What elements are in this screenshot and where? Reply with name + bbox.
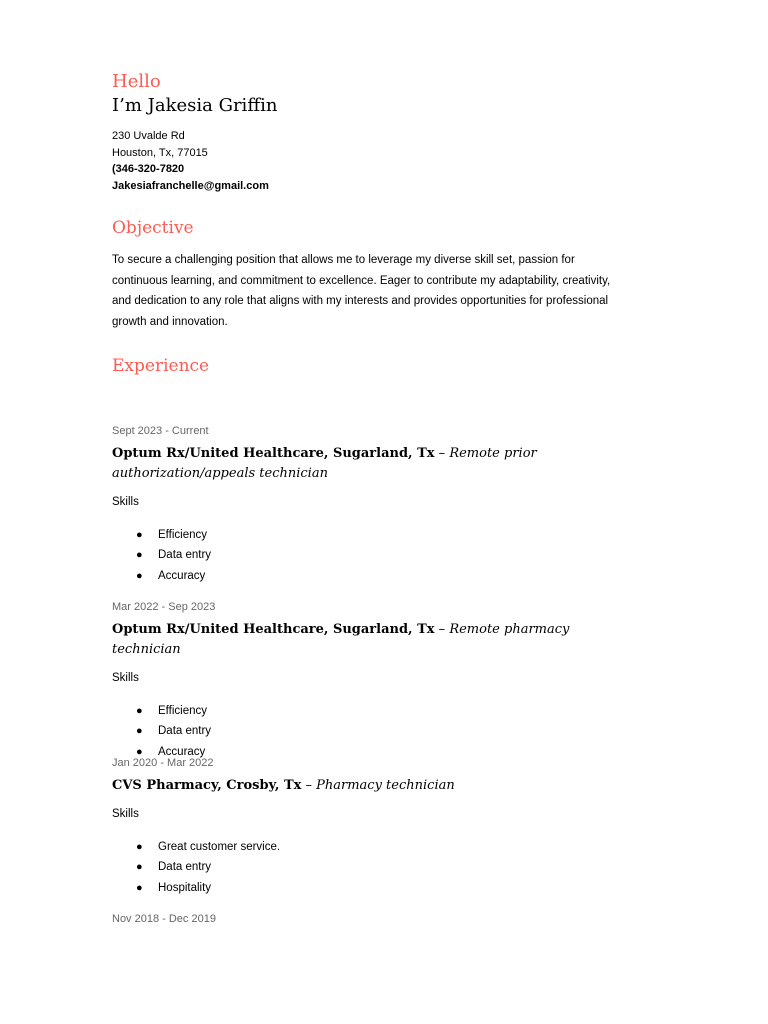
bullet-icon: ● (136, 569, 143, 582)
contact-street: 230 Uvalde Rd (112, 130, 185, 142)
objective-line: continuous learning, and commitment to excellence. Eager to contribute my adaptability, creativity, (112, 274, 611, 287)
greeting-heading: Hello (112, 71, 161, 92)
job-separator: – (301, 778, 317, 793)
skills-list (112, 525, 672, 586)
job-company: Optum Rx/United Healthcare, Sugarland, Tx (112, 446, 435, 461)
skill-text: Data entry (158, 549, 212, 562)
skills-list (112, 701, 672, 762)
job-role: Pharmacy technician (316, 778, 455, 793)
experience-heading: Experience (112, 356, 210, 376)
skills-label: Skills (112, 808, 139, 820)
bullet-icon: ● (136, 881, 143, 894)
skill-text: Data entry (158, 725, 212, 738)
bullet-icon: ● (136, 529, 143, 541)
skill-item (112, 857, 672, 877)
objective-line: growth and innovation. (112, 316, 228, 329)
job-dates: Jan 2020 - Mar 2022 (112, 757, 214, 769)
skill-text: Efficiency (158, 529, 208, 541)
contact-city: Houston, Tx, 77015 (112, 146, 208, 159)
skill-item (112, 545, 672, 565)
bullet-icon: ● (136, 841, 143, 853)
skills-label: Skills (112, 672, 139, 684)
bullet-icon: ● (136, 549, 143, 562)
job-company: Optum Rx/United Healthcare, Sugarland, Tx (112, 622, 435, 637)
skills-label: Skills (112, 496, 139, 508)
skill-text: Great customer service. (158, 841, 281, 853)
objective-line: and dedication to any role that aligns with my interests and provides opportunities for professional (112, 295, 609, 308)
job-entry (112, 756, 672, 898)
skill-text: Data entry (158, 861, 212, 874)
job-role: Remote prior authorization/appeals technician (112, 446, 537, 481)
skills-list (112, 837, 672, 898)
skill-item (112, 837, 672, 857)
job-entry (112, 424, 672, 586)
skill-text: Accuracy (158, 745, 206, 758)
skill-item (112, 525, 672, 545)
objective-line: To secure a challenging position that allows me to leverage my diverse skill set, passion for (112, 254, 575, 266)
job-dates: Mar 2022 - Sep 2023 (112, 601, 216, 613)
skill-item (112, 878, 672, 898)
contact-email: Jakesiafranchelle@gmail.com (112, 179, 269, 192)
skill-text: Efficiency (158, 705, 208, 717)
skill-item (112, 566, 672, 586)
skill-item (112, 701, 672, 721)
job-entry (112, 912, 672, 926)
objective-paragraph (112, 250, 657, 333)
skill-text: Accuracy (158, 569, 206, 582)
job-dates: Nov 2018 - Dec 2019 (112, 913, 216, 925)
skill-text: Hospitality (158, 881, 212, 894)
job-entry (112, 600, 672, 762)
job-title (112, 776, 642, 796)
bullet-icon: ● (136, 745, 143, 758)
job-title (112, 620, 642, 660)
job-role: Remote pharmacy technician (112, 622, 570, 657)
bullet-icon: ● (136, 725, 143, 738)
job-title (112, 444, 642, 484)
contact-phone: (346-320-7820 (112, 163, 185, 175)
job-dates: Sept 2023 - Current (112, 425, 209, 437)
contact-block (112, 128, 269, 194)
objective-heading: Objective (112, 218, 194, 238)
job-separator: – (434, 622, 450, 637)
name-heading: I’m Jakesia Griffin (112, 95, 278, 116)
bullet-icon: ● (136, 861, 143, 874)
job-separator: – (434, 446, 450, 461)
skill-item (112, 721, 672, 741)
job-company: CVS Pharmacy, Crosby, Tx (112, 778, 302, 793)
bullet-icon: ● (136, 705, 143, 717)
